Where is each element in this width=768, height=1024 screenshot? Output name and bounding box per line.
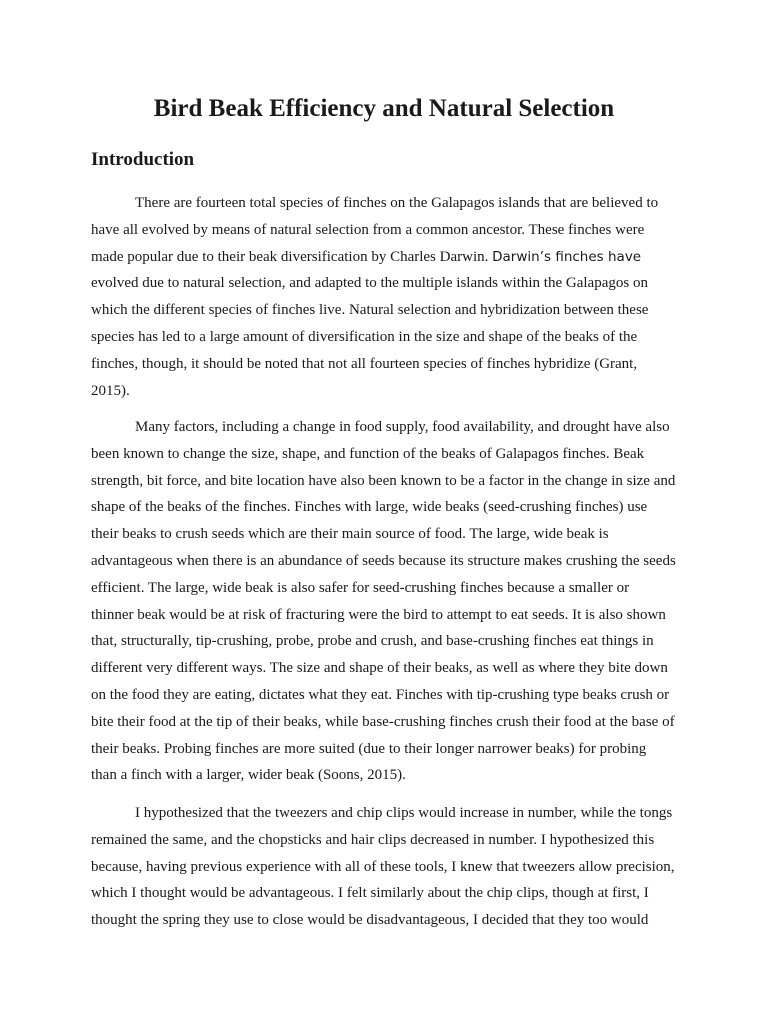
paragraph-line: which the different species of finches live. Natural selection and hybridization between these (91, 302, 649, 319)
paragraph-line: advantageous when there is an abundance of seeds because its structure makes crushing the seeds (91, 552, 676, 569)
paragraph-line: thought the spring they use to close would be disadvantageous, I decided that they too would (91, 912, 649, 929)
paragraph-line: than a finch with a larger, wider beak (Soons, 2015). (91, 767, 406, 784)
paragraph-line: shape of the beaks of the finches. Finches with large, wide beaks (seed-crushing finches) use (91, 499, 648, 516)
paragraph-line: different very different ways. The size and shape of their beaks, as well as where they bite down (91, 660, 668, 677)
paragraph-line: evolved due to natural selection, and adapted to the multiple islands within the Galapagos on (91, 275, 648, 292)
paragraph-line: on the food they are eating, dictates what they eat. Finches with tip-crushing type beaks crush or (91, 686, 670, 703)
paragraph-line: efficient. The large, wide beak is also safer for seed-crushing finches because a smaller or (91, 579, 630, 596)
paragraph-line: 2015). (91, 382, 130, 399)
document-title: Bird Beak Efficiency and Natural Selection (153, 95, 615, 122)
paragraph-line: remained the same, and the chopsticks and hair clips decreased in number. I hypothesized this (91, 831, 655, 848)
paragraph-line (91, 244, 681, 271)
paragraph-line: which I thought would be advantageous. I felt similarly about the chip clips, though at first, I (91, 885, 649, 902)
paragraph-line: thinner beak would be at risk of fracturing were the bird to attempt to eat seeds. It is also shown (91, 606, 666, 623)
paragraph-line: finches, though, it should be noted that not all fourteen species of finches hybridize (Grant, (91, 355, 638, 372)
paragraph-line: bite their food at the tip of their beaks, while base-crushing finches crush their food at the base of (91, 713, 675, 730)
paragraph-line: their beaks. Probing finches are more suited (due to their longer narrower beaks) for probing (91, 740, 647, 757)
paragraph-line: that, structurally, tip-crushing, probe, probe and crush, and base-crushing finches eat things in (91, 633, 654, 650)
paragraph-line: because, having previous experience with all of these tools, I knew that tweezers allow precision, (91, 858, 675, 875)
paragraph-3 (91, 800, 681, 934)
paragraph-line: Many factors, including a change in food supply, food availability, and drought have also (135, 419, 670, 435)
paragraph-line: have all evolved by means of natural selection from a common ancestor. These finches were (91, 221, 645, 238)
paragraph-line-alt-font-text: Darwin’s finches have (492, 248, 642, 265)
paragraph-line: species has led to a large amount of diversification in the size and shape of the beaks of the (91, 328, 638, 345)
paragraph-line: There are fourteen total species of finches on the Galapagos islands that are believed to (135, 195, 659, 211)
paragraph-2 (91, 414, 681, 789)
paragraph-line-text: made popular due to their beak diversification by Charles Darwin. (91, 248, 493, 265)
paragraph-line: their beaks to crush seeds which are their main source of food. The large, wide beak is (91, 526, 609, 543)
paragraph-1 (91, 190, 681, 404)
section-heading-introduction: Introduction (91, 149, 195, 170)
paragraph-line: strength, bit force, and bite location have also been known to be a factor in the change in size and (91, 472, 676, 489)
paragraph-line: I hypothesized that the tweezers and chip clips would increase in number, while the tongs (135, 805, 673, 821)
paragraph-line: been known to change the size, shape, and function of the beaks of Galapagos finches. Beak (91, 445, 645, 462)
